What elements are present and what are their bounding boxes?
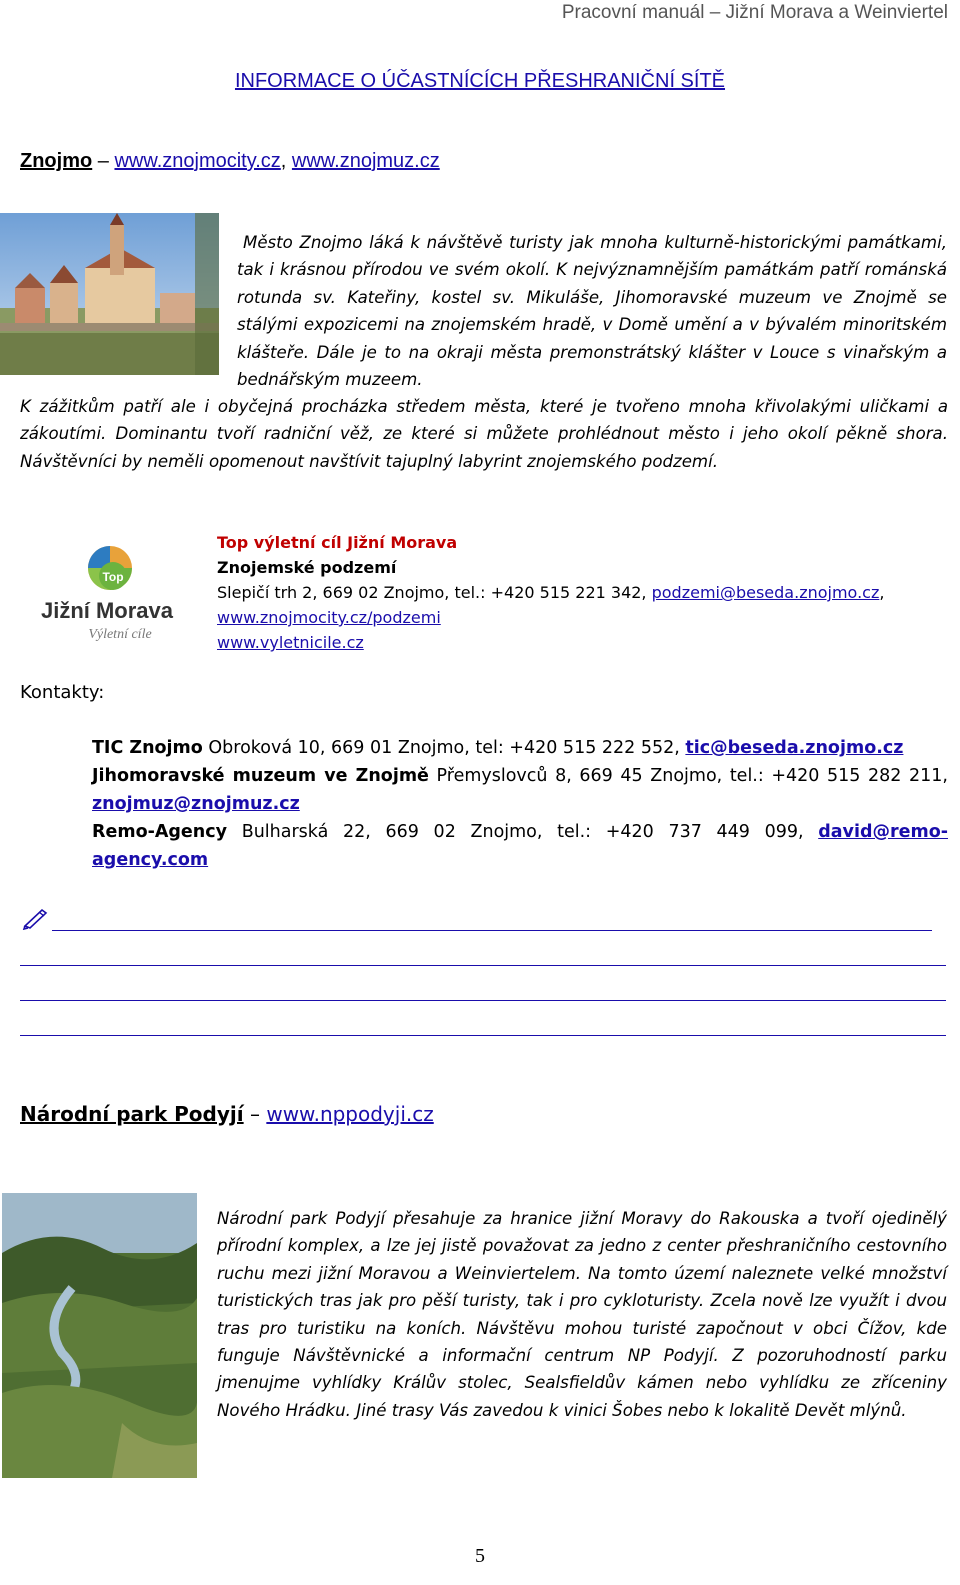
page-number: 5 xyxy=(475,1545,485,1567)
jizni-morava-logo xyxy=(25,538,190,648)
top-address-line xyxy=(217,580,957,605)
znojmo-text-indented: Město Znojmo láká k návštěvě turisty jak mnoha kulturně-historickými památkami, tak i krásnou přírodou ve svém okolí. K nejvýznamnějším památkám patří románská rotunda sv. Kateřiny, kostel sv. Mikuláše, Jihomoravské muzeum ve Znojmě se stálými expozicemi na znojemském hradě, v Domě umění a v bývalém minoritském klášteře. Dále je to na okraji města premonstrátský klášter v Louce s vinařským a bednářským muzeem. xyxy=(237,233,947,390)
link-znojmuz[interactable]: www.znojmuz.cz xyxy=(291,150,440,172)
contact-name: Jihomoravské muzeum ve Znojmě xyxy=(92,766,429,786)
dash: – xyxy=(92,150,115,172)
separator: , xyxy=(280,150,292,172)
podyji-photo xyxy=(2,1193,197,1478)
pencil-icon xyxy=(22,906,50,935)
top-url-vyletnicile[interactable]: www.vyletnicile.cz xyxy=(217,633,364,652)
contact-email[interactable]: tic@beseda.znojmo.cz xyxy=(685,738,904,758)
logo-subtitle: Výletní cíle xyxy=(88,627,152,642)
top-address: Slepičí trh 2, 669 02 Znojmo, tel.: +420 515 221 342, xyxy=(217,583,652,602)
contact-muzeum xyxy=(92,762,948,818)
kontakty-label: Kontakty: xyxy=(20,682,105,703)
contacts-block xyxy=(92,734,948,874)
podyji-text: Národní park Podyjí přesahuje za hranice jižní Moravy do Rakouska a tvoří ojedinělý přírodní komplex, a lze jej jistě považovat za jedno z center přeshraničního cestovního ruchu mezi jižní Moravou a Weinviertelem. Na tomto území naleznete velké množství turistických tras jak pro pěší turisty, tak i pro cykloturisty. Zcela nově lze využít i dvou tras pro turistiku na koních. Návštěvu mohou turisté započnout v obci Čížov, kde funguje Návštěvnické a informační centrum NP Podyjí. Z pozoruhodností parku jmenujme vyhlídky Králův stolec, Sealsfieldův kámen nebo vyhlídku ze zříceniny Nového Hrádku. Jiné trasy Vás zavedou k vinici Šobes nebo k lokalitě Devět mlýnů. xyxy=(217,1209,947,1420)
contact-name: Remo-Agency xyxy=(92,822,228,842)
comma: , xyxy=(879,583,885,602)
contact-details: Bulharská 22, 669 02 Znojmo, tel.: +420 737 449 099, xyxy=(227,822,819,842)
section-name: Znojmo xyxy=(20,150,93,172)
top-email[interactable]: podzemi@beseda.znojmo.cz xyxy=(651,583,880,602)
note-line[interactable] xyxy=(52,930,932,931)
section-name: Národní park Podyjí xyxy=(20,1102,244,1126)
note-line[interactable] xyxy=(20,1035,946,1036)
contact-details: Přemyslovců 8, 669 45 Znojmo, tel.: +420 515 282 211, xyxy=(428,766,948,786)
contact-email[interactable]: znojmuz@znojmuz.cz xyxy=(92,794,300,814)
top-heading: Top výletní cíl Jižní Morava xyxy=(217,533,458,552)
top-place: Znojemské podzemí xyxy=(217,558,397,577)
logo-text: Jižní Morava xyxy=(40,598,174,623)
link-znojmocity[interactable]: www.znojmocity.cz xyxy=(114,150,281,172)
running-header: Pracovní manuál – Jižní Morava a Weinviertel xyxy=(561,2,948,23)
section-heading-podyji xyxy=(20,1102,434,1126)
znojmo-text-full: K zážitkům patří ale i obyčejná procházka středem města, které je tvořeno mnoha křivolakými uličkami a zákoutími. Dominantu tvoří radniční věž, ze které si můžete prohlédnout město i jeho okolí pěkně shora. Návštěvníci by neměli opomenout navštívit tajuplný labyrint znojemského podzemí. xyxy=(20,397,948,471)
contact-remo xyxy=(92,818,948,874)
logo-badge: Top xyxy=(102,570,124,584)
contact-tic xyxy=(92,734,948,762)
note-line[interactable] xyxy=(20,965,946,966)
top-destination-block xyxy=(217,530,957,655)
dash: – xyxy=(243,1102,267,1126)
top-url-podzemi[interactable]: www.znojmocity.cz/podzemi xyxy=(217,608,441,627)
contact-details: Obroková 10, 669 01 Znojmo, tel: +420 515 222 552, xyxy=(202,738,686,758)
note-line[interactable] xyxy=(20,1000,946,1001)
contact-email[interactable]: david@remo-agency.com xyxy=(92,822,948,870)
contact-name: TIC Znojmo xyxy=(92,738,203,758)
link-nppodyji[interactable]: www.nppodyji.cz xyxy=(266,1102,434,1126)
znojmo-photo xyxy=(0,213,219,375)
section-heading-znojmo xyxy=(20,150,440,173)
page-title: INFORMACE O ÚČASTNÍCÍCH PŘESHRANIČNÍ SÍTĚ xyxy=(234,70,726,92)
